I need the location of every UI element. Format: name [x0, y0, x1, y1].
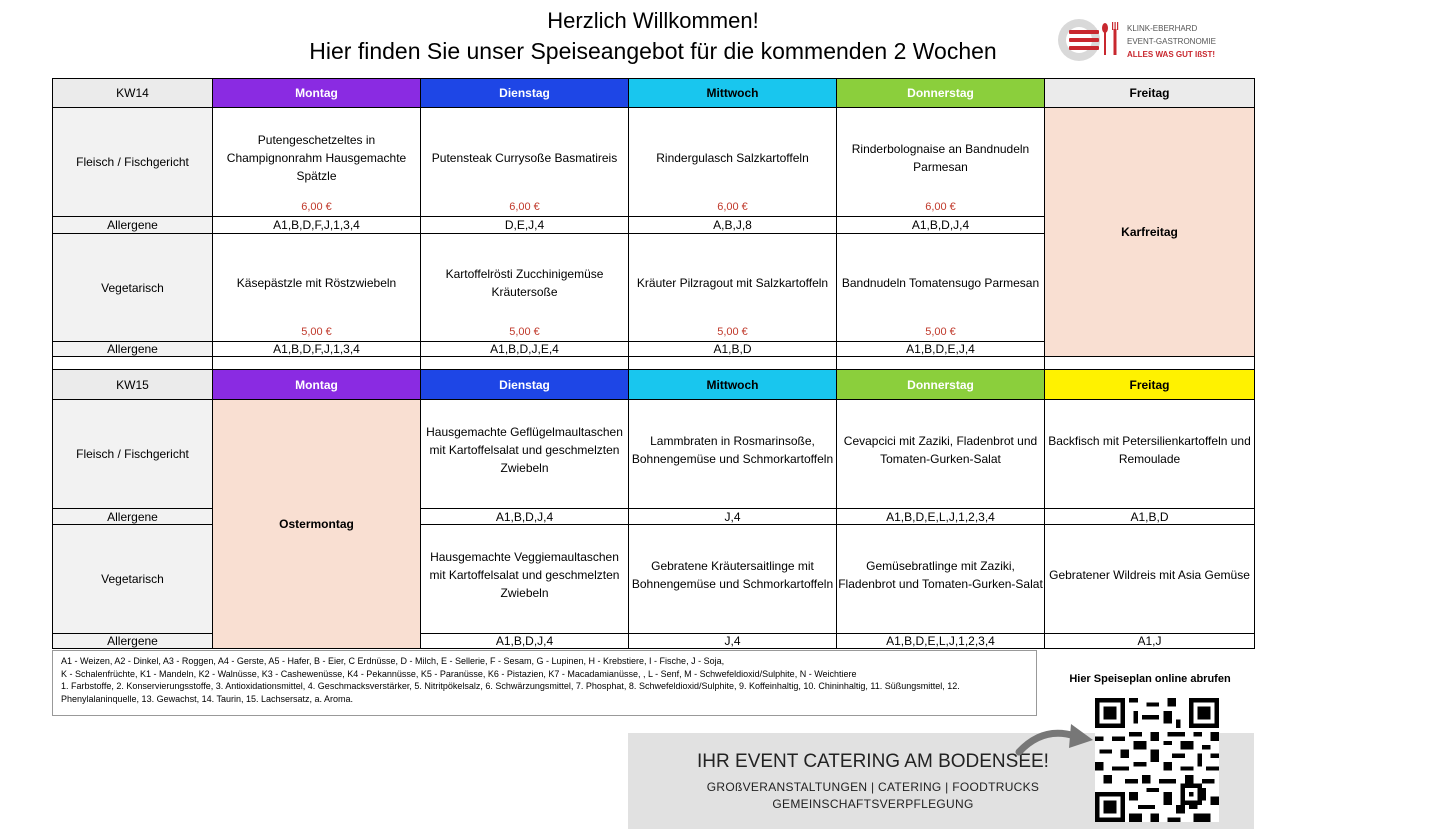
dish-cell	[213, 108, 421, 217]
allergen-label: Allergene	[53, 217, 213, 234]
day-header-donnerstag: Donnerstag	[837, 79, 1045, 108]
dish-cell	[421, 108, 629, 217]
dish-price: 5,00 €	[301, 326, 332, 338]
day-header-freitag: Freitag	[1045, 370, 1255, 400]
dish-cell	[837, 400, 1045, 509]
category-meat: Fleisch / Fischgericht	[53, 400, 213, 509]
dish-price: 6,00 €	[925, 201, 956, 213]
dish-cell	[837, 108, 1045, 217]
menu-table-kw14	[52, 78, 1255, 370]
spacer-cell	[837, 357, 1045, 370]
allergen-codes: A,B,J,8	[629, 217, 837, 234]
dish-name: Rindergulasch Salzkartoffeln	[656, 150, 809, 165]
dish-name: Kräuter Pilzragout mit Salzkartoffeln	[636, 276, 829, 291]
dish-price: 6,00 €	[301, 201, 332, 213]
dish-price: 6,00 €	[509, 201, 540, 213]
day-header-mittwoch: Mittwoch	[629, 370, 837, 400]
dish-cell	[837, 234, 1045, 342]
allergen-codes: A1,B,D,J,4	[421, 509, 629, 525]
allergen-codes: A1,B,D,E,L,J,1,2,3,4	[837, 634, 1045, 649]
dish-name: Hausgemachte Geflügelmaultaschen mit Kartoffelsalat und geschmelzten Zwiebeln	[426, 424, 623, 475]
spacer-cell	[213, 357, 421, 370]
dish-name: Rinderbolognaise an Bandnudeln Parmesan	[851, 141, 1030, 174]
menu-table-kw15	[52, 369, 1255, 649]
dish-name: Putengeschetzeltes in Champignonrahm Hausgemachte Spätzle	[226, 132, 407, 183]
day-header-freitag: Freitag	[1045, 79, 1255, 108]
category-vegetarian: Vegetarisch	[53, 234, 213, 342]
allergen-codes: A1,B,D,J,4	[421, 634, 629, 649]
day-header-montag: Montag	[213, 79, 421, 108]
dish-name: Kartoffelrösti Zucchinigemüse Kräutersoße	[445, 267, 604, 300]
banner-headline: IHR EVENT CATERING AM BODENSEE!	[697, 751, 1049, 772]
dish-cell	[421, 400, 629, 509]
dish-name: Gemüsebratlinge mit Zaziki, Fladenbrot und Tomaten-Gurken-Salat	[838, 558, 1043, 591]
dish-cell	[629, 108, 837, 217]
allergen-codes: A1,B,D	[1045, 509, 1255, 525]
category-meat: Fleisch / Fischgericht	[53, 108, 213, 217]
dish-name: Putensteak Currysoße Basmatireis	[431, 150, 618, 165]
dish-cell	[629, 525, 837, 634]
legend-line: A1 - Weizen, A2 - Dinkel, A3 - Roggen, A4 - Gerste, A5 - Hafer, B - Eier, C Erdnüsse, D - Milch, E - Sellerie, F - Sesam, G - Lupinen, H - Krebstiere, I - Fische, J - Soja,	[61, 656, 725, 666]
allergen-codes: A1,B,D,F,J,1,3,4	[213, 217, 421, 234]
allergen-codes: A1,B,D	[629, 342, 837, 357]
dish-name: Cevapcici mit Zaziki, Fladenbrot und Tomaten-Gurken-Salat	[843, 433, 1038, 466]
category-vegetarian: Vegetarisch	[53, 525, 213, 634]
dish-cell	[629, 234, 837, 342]
company-logo	[1055, 16, 1255, 66]
dish-price: 6,00 €	[717, 201, 748, 213]
allergen-codes: A1,B,D,E,J,4	[837, 342, 1045, 357]
dish-cell	[421, 525, 629, 634]
page-title: Herzlich Willkommen!	[547, 8, 759, 33]
day-header-mittwoch: Mittwoch	[629, 79, 837, 108]
dish-price: 5,00 €	[717, 326, 748, 338]
allergen-codes: A1,B,D,J,4	[837, 217, 1045, 234]
qr-label: Hier Speiseplan online abrufen	[1069, 673, 1231, 685]
arrow-icon	[1015, 722, 1095, 762]
allergen-codes: A1,J	[1045, 634, 1255, 649]
dish-cell	[1045, 400, 1255, 509]
legend-line: 1. Farbstoffe, 2. Konservierungsstoffe, 3. Antioxidationsmittel, 4. Geschmacksverstärker, 5. Nitritpökelsalz, 6. Schwärzungsmittel, 7. Phosphat, 8. Schwefeldioxid/Sulphite, 9. Koffeinhaltig, 10. Chininhaltig, 11. Süßungsmittel, 12.	[61, 681, 960, 691]
allergen-codes: A1,B,D,F,J,1,3,4	[213, 342, 421, 357]
allergen-label: Allergene	[53, 342, 213, 357]
dish-cell	[213, 234, 421, 342]
allergen-label: Allergene	[53, 509, 213, 525]
allergen-codes: A1,B,D,E,L,J,1,2,3,4	[837, 509, 1045, 525]
legend-line: Phenylalaninquelle, 13. Gewachst, 14. Taurin, 15. Lachsersatz, a. Aroma.	[61, 693, 354, 704]
dish-name: Hausgemachte Veggiemaultaschen mit Kartoffelsalat und geschmelzten Zwiebeln	[429, 549, 620, 600]
day-header-donnerstag: Donnerstag	[837, 370, 1045, 400]
allergen-legend	[52, 650, 1037, 716]
dish-cell	[629, 400, 837, 509]
dish-name: Käsepästzle mit Röstzwiebeln	[236, 276, 397, 291]
logo-tagline: ALLES WAS GUT IßST!	[1127, 50, 1215, 59]
legend-line: K - Schalenfrüchte, K1 - Mandeln, K2 - Walnüsse, K3 - Cashewenüsse, K4 - Pekannüsse, K5 - Paranüsse, K6 - Pistazien, K7 - Macadamianüsse, , L - Senf, M - Schwefeldioxid/Sulphite, N - Weichtiere	[61, 668, 857, 679]
week-label: KW15	[53, 370, 213, 400]
spacer-cell	[421, 357, 629, 370]
day-header-dienstag: Dienstag	[421, 79, 629, 108]
dish-name: Gebratene Kräutersaitlinge mit Bohnengemüse und Schmorkartoffeln	[631, 558, 834, 591]
banner-services-2: GEMEINSCHAFTSVERPFLEGUNG	[772, 797, 974, 811]
banner-services: GROßVERANSTALTUNGEN | CATERING | FOODTRUCKS	[706, 780, 1040, 794]
dish-price: 5,00 €	[509, 326, 540, 338]
allergen-label: Allergene	[53, 634, 213, 649]
spacer-cell	[53, 357, 213, 370]
allergen-codes: A1,B,D,J,E,4	[421, 342, 629, 357]
day-header-montag: Montag	[213, 370, 421, 400]
dish-cell	[837, 525, 1045, 634]
dish-cell	[1045, 525, 1255, 634]
allergen-codes: J,4	[629, 509, 837, 525]
dish-cell	[421, 234, 629, 342]
holiday-cell-ostermontag: Ostermontag	[213, 400, 421, 649]
logo-line-1: KLINK-EBERHARD	[1127, 24, 1198, 33]
spacer-cell	[1045, 357, 1255, 370]
logo-icon	[1055, 16, 1125, 66]
dish-name: Gebratener Wildreis mit Asia Gemüse	[1049, 567, 1250, 582]
day-header-dienstag: Dienstag	[421, 370, 629, 400]
dish-price: 5,00 €	[925, 326, 956, 338]
allergen-codes: J,4	[629, 634, 837, 649]
dish-name: Backfisch mit Petersilienkartoffeln und Remoulade	[1048, 433, 1251, 466]
week-label: KW14	[53, 79, 213, 108]
dish-name: Lammbraten in Rosmarinsoße, Bohnengemüse und Schmorkartoffeln	[631, 433, 834, 466]
holiday-cell-karfreitag: Karfreitag	[1045, 108, 1255, 357]
allergen-codes: D,E,J,4	[421, 217, 629, 234]
qr-code-icon[interactable]	[1095, 698, 1219, 822]
dish-name: Bandnudeln Tomatensugo Parmesan	[841, 276, 1040, 291]
spacer-cell	[629, 357, 837, 370]
page-subtitle: Hier finden Sie unser Speiseangebot für die kommenden 2 Wochen	[309, 38, 997, 64]
logo-line-2: EVENT-GASTRONOMIE	[1127, 37, 1216, 46]
